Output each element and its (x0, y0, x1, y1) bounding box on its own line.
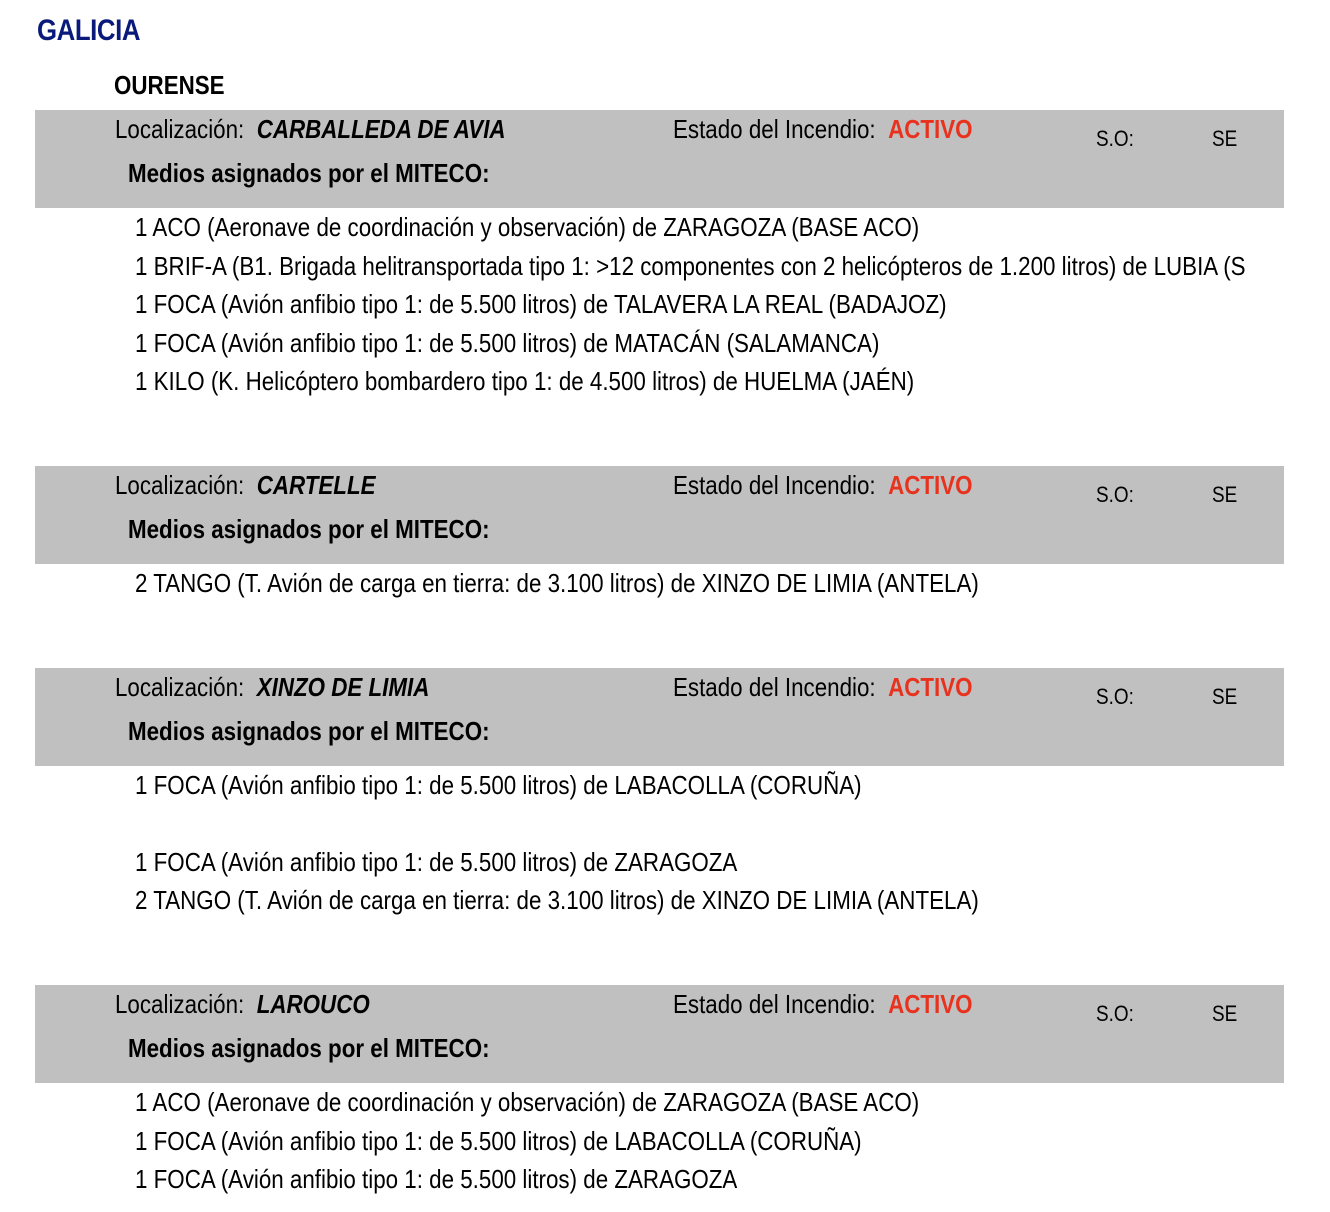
location-label: Localización: (115, 114, 245, 144)
resources-heading: Medios asignados por el MITECO: (128, 514, 490, 544)
location-value: CARTELLE (256, 470, 376, 500)
resource-item: 1 FOCA (Avión anfibio tipo 1: de 5.500 litros) de LABACOLLA (CORUÑA) (135, 1126, 862, 1156)
resource-item: 1 ACO (Aeronave de coordinación y observación) de ZARAGOZA (BASE ACO) (135, 212, 920, 242)
resource-item: 2 TANGO (T. Avión de carga en tierra: de 3.100 litros) de XINZO DE LIMIA (ANTELA) (135, 568, 979, 598)
location-value: LAROUCO (256, 989, 370, 1019)
location-label: Localización: (115, 672, 245, 702)
status-row (673, 470, 973, 501)
resource-item: 1 FOCA (Avión anfibio tipo 1: de 5.500 litros) de MATACÁN (SALAMANCA) (135, 328, 880, 358)
fire-header (35, 668, 1284, 766)
status-row (673, 672, 973, 703)
status-value: ACTIVO (888, 672, 973, 702)
so-label: S.O: (1096, 126, 1134, 151)
location-value: CARBALLEDA DE AVIA (256, 114, 506, 144)
status-value: ACTIVO (888, 989, 973, 1019)
location-label: Localización: (115, 989, 245, 1019)
so-value: SE (1212, 1001, 1238, 1026)
resource-item: 1 FOCA (Avión anfibio tipo 1: de 5.500 litros) de ZARAGOZA (135, 847, 738, 877)
so-value: SE (1212, 684, 1238, 709)
fire-header (35, 466, 1284, 564)
status-value: ACTIVO (888, 114, 973, 144)
location-label: Localización: (115, 470, 245, 500)
status-value: ACTIVO (888, 470, 973, 500)
resources-heading: Medios asignados por el MITECO: (128, 158, 490, 188)
resource-item: 1 FOCA (Avión anfibio tipo 1: de 5.500 litros) de ZARAGOZA (135, 1164, 738, 1194)
so-label: S.O: (1096, 684, 1134, 709)
resource-item: 1 FOCA (Avión anfibio tipo 1: de 5.500 litros) de LABACOLLA (CORUÑA) (135, 770, 862, 800)
region-title: GALICIA (37, 14, 141, 47)
status-label: Estado del Incendio: (673, 989, 876, 1019)
resource-item: 1 BRIF-A (B1. Brigada helitransportada tipo 1: >12 componentes con 2 helicópteros de 1.200 litros) de LUBIA (S (135, 251, 1246, 281)
location-value: XINZO DE LIMIA (256, 672, 430, 702)
resources-heading: Medios asignados por el MITECO: (128, 716, 490, 746)
location-row (115, 470, 376, 501)
so-value: SE (1212, 482, 1238, 507)
resource-item: 1 FOCA (Avión anfibio tipo 1: de 5.500 litros) de TALAVERA LA REAL (BADAJOZ) (135, 289, 947, 319)
location-row (115, 989, 370, 1020)
fire-header (35, 985, 1284, 1083)
location-row (115, 114, 506, 145)
status-row (673, 989, 973, 1020)
resource-item: 1 ACO (Aeronave de coordinación y observación) de ZARAGOZA (BASE ACO) (135, 1087, 920, 1117)
fire-header (35, 110, 1284, 208)
so-value: SE (1212, 126, 1238, 151)
resources-heading: Medios asignados por el MITECO: (128, 1033, 490, 1063)
status-row (673, 114, 973, 145)
resource-item: 2 TANGO (T. Avión de carga en tierra: de 3.100 litros) de XINZO DE LIMIA (ANTELA) (135, 885, 979, 915)
status-label: Estado del Incendio: (673, 470, 876, 500)
so-label: S.O: (1096, 482, 1134, 507)
location-row (115, 672, 429, 703)
status-label: Estado del Incendio: (673, 672, 876, 702)
so-label: S.O: (1096, 1001, 1134, 1026)
resource-item: 1 KILO (K. Helicóptero bombardero tipo 1: de 4.500 litros) de HUELMA (JAÉN) (135, 366, 915, 396)
status-label: Estado del Incendio: (673, 114, 876, 144)
province-title: OURENSE (114, 70, 225, 100)
